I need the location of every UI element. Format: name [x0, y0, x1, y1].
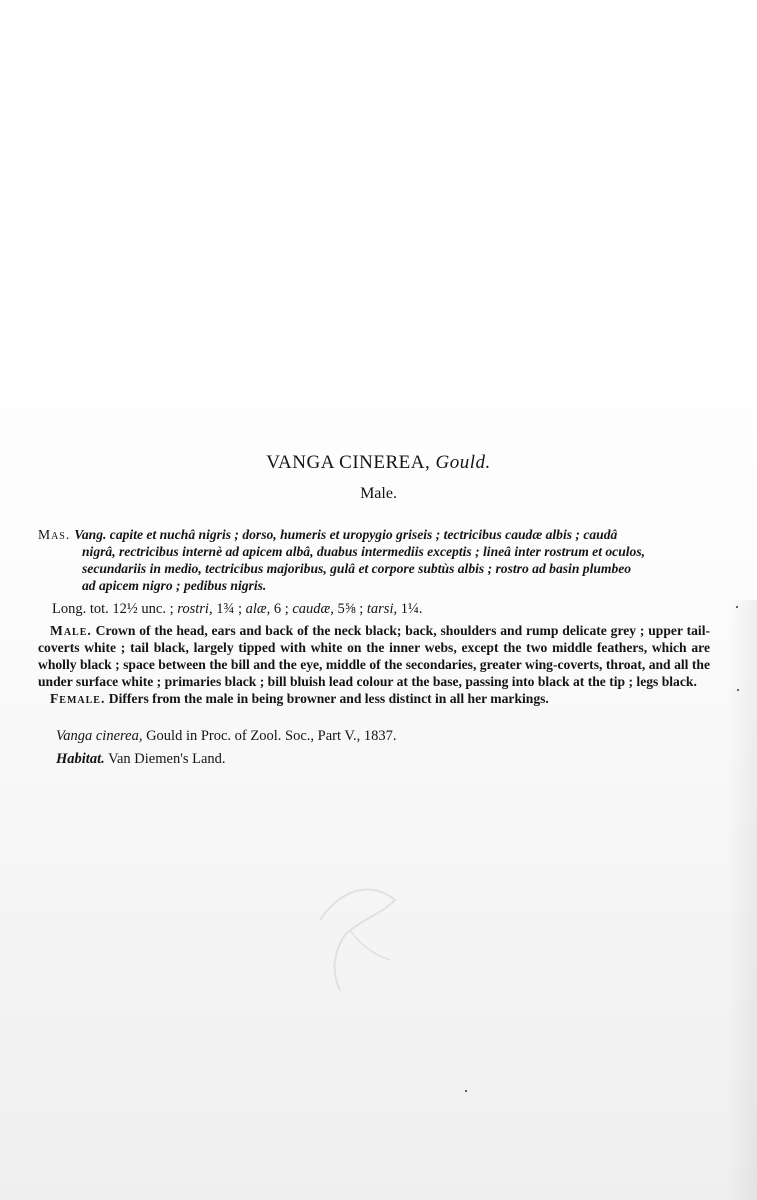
measure-caudae-value: 5⅝ ;	[337, 601, 364, 617]
latin-line-4: ad apicem nigro ; pedibus nigris.	[82, 578, 267, 593]
measure-alae-value: 6 ;	[273, 601, 289, 617]
species-author: Gould.	[435, 452, 491, 473]
sex-label: Male.	[360, 485, 397, 502]
speck-2	[737, 689, 739, 691]
latin-line-2: nigrâ, rectricibus internè ad apicem albâ, duabus intermediis exceptis ; lineâ inter rostrum et oculos,	[82, 544, 646, 559]
reference	[56, 728, 396, 745]
female-paragraph	[38, 690, 710, 707]
habitat	[56, 751, 226, 768]
habitat-label: Habitat.	[56, 751, 105, 767]
male-lead: Male.	[50, 623, 92, 638]
latin-description	[38, 526, 710, 594]
speck-1	[736, 606, 738, 608]
latin-line-1: Vang. capite et nuchâ nigris ; dorso, humeris et uropygio griseis ; tectricibus caudæ albis ; caudâ	[74, 527, 618, 542]
measure-tarsi-value: 1¼.	[400, 601, 423, 617]
measure-rostri-label: rostri,	[177, 601, 213, 617]
habitat-text: Van Diemen's Land.	[108, 751, 226, 767]
faint-bleedthrough-sketch	[300, 860, 420, 1000]
page-edge-shadow	[727, 600, 757, 1200]
species-name: VANGA CINEREA,	[266, 452, 431, 473]
species-title	[0, 452, 757, 474]
measure-rostri-value: 1¾ ;	[216, 601, 242, 617]
male-text: Crown of the head, ears and back of the neck black; back, shoulders and rump delicate grey ; upper tail-coverts white ; tail black, largely tipped with white on the inner webs, except the two middle feathers, which are wholly black ; space between the bill and the eye, middle of the secondaries, greater wing-coverts, throat, and all the under surface white ; primaries black ; bill bluish lead colour at the base, passing into black at the tip ; legs black.	[38, 623, 710, 689]
measure-alae-label: alæ,	[245, 601, 271, 617]
measure-total: Long. tot. 12½ unc. ;	[52, 601, 174, 617]
female-lead: Female.	[50, 691, 106, 706]
latin-line-3: secundariis in medio, tectricibus majoribus, gulâ et corpore subtùs albis ; rostro ad basin plumbeo	[82, 561, 632, 576]
english-description	[38, 622, 710, 707]
measure-caudae-label: caudæ,	[292, 601, 334, 617]
latin-lead: Mas.	[38, 527, 71, 542]
female-text: Differs from the male in being browner and less distinct in all her markings.	[108, 691, 549, 706]
reference-text: Gould in Proc. of Zool. Soc., Part V., 1837.	[146, 728, 397, 744]
speck-3	[465, 1090, 467, 1092]
measurements	[52, 601, 422, 618]
measure-tarsi-label: tarsi,	[366, 601, 398, 617]
reference-name: Vanga cinerea,	[56, 728, 143, 744]
